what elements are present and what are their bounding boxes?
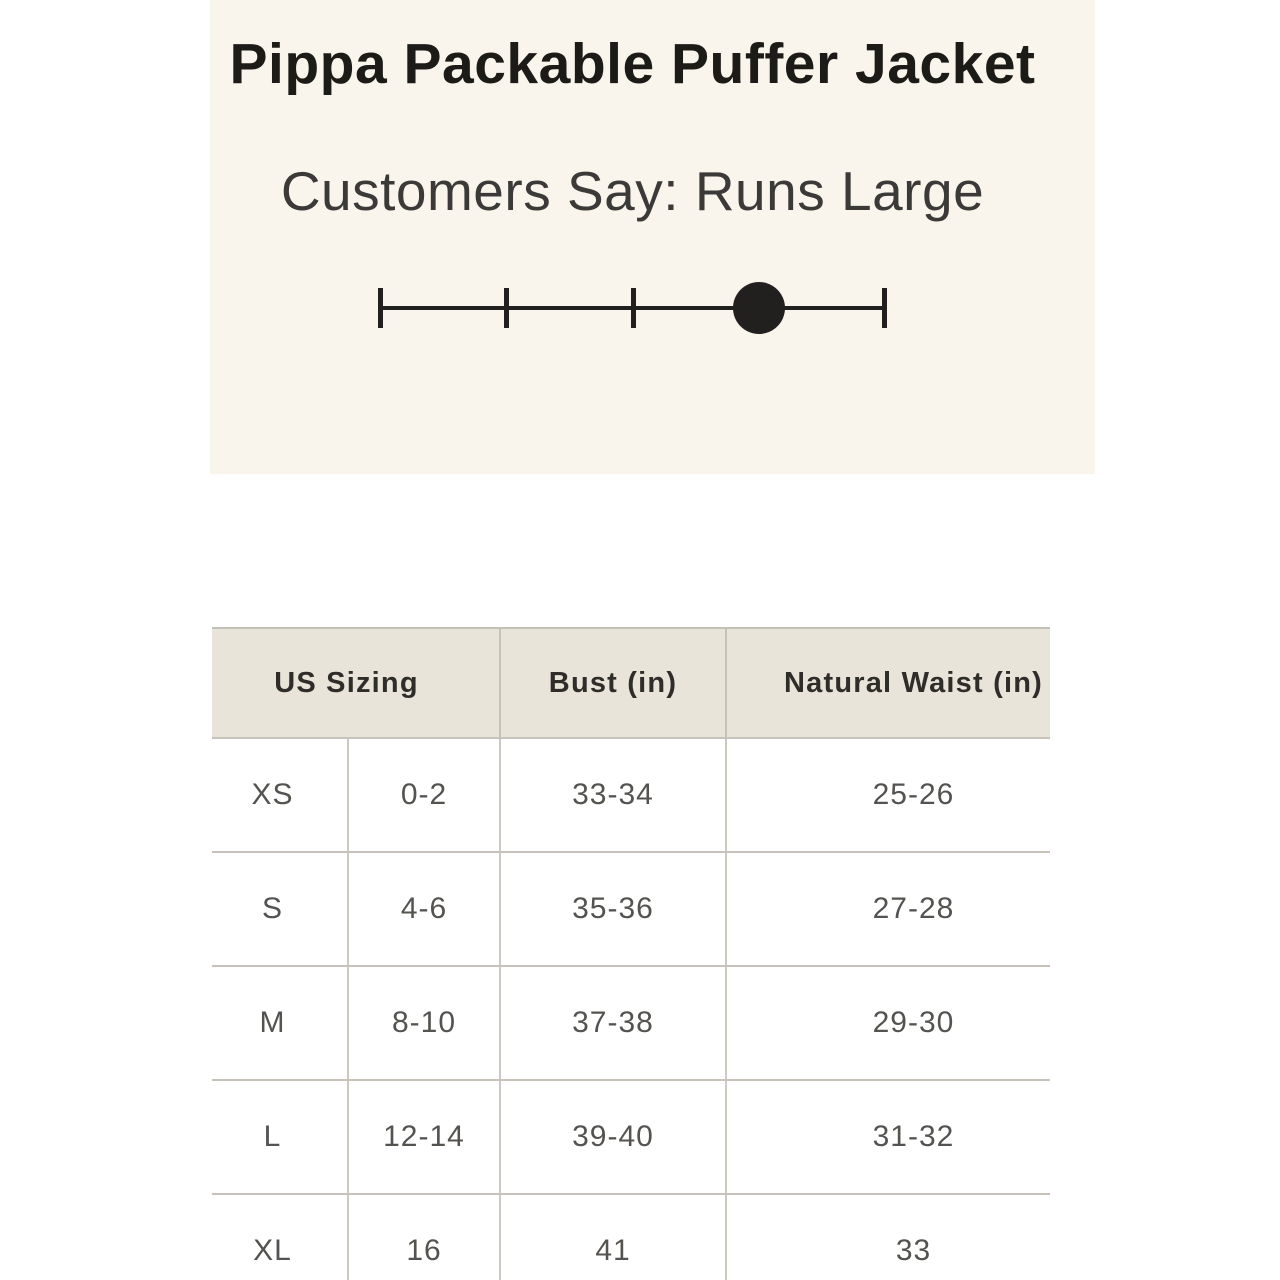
us-size-value: 8-10 xyxy=(347,967,499,1079)
table-row-s xyxy=(212,851,1050,965)
fit-scale xyxy=(380,282,885,334)
bust-value: 33-34 xyxy=(499,739,725,851)
us-size-value: 0-2 xyxy=(347,739,499,851)
waist-value: 27-28 xyxy=(725,853,1050,965)
size-label: M xyxy=(259,1006,286,1039)
column-header-us-sizing: US Sizing xyxy=(274,666,419,699)
product-title: Pippa Packable Puffer Jacket xyxy=(229,32,1036,96)
waist-value: 31-32 xyxy=(725,1081,1050,1193)
fit-verdict-heading: Customers Say: Runs Large xyxy=(280,159,985,222)
column-header-bust: Bust (in) xyxy=(499,629,725,737)
us-size-value: 12-14 xyxy=(347,1081,499,1193)
fit-scale-tick-2 xyxy=(504,288,509,328)
table-row-xl xyxy=(212,1193,1050,1280)
size-chart-header-row xyxy=(212,627,1050,737)
fit-scale-tick-1 xyxy=(378,288,383,328)
fit-scale-tick-5 xyxy=(882,288,887,328)
bust-value: 35-36 xyxy=(499,853,725,965)
size-label: L xyxy=(263,1120,282,1153)
waist-value: 25-26 xyxy=(725,739,1050,851)
fit-summary-content xyxy=(210,0,1095,474)
bust-value: 41 xyxy=(499,1195,725,1280)
fit-scale-marker-dot xyxy=(733,282,785,334)
table-row-xs xyxy=(212,737,1050,851)
size-label: XS xyxy=(251,778,294,811)
table-row-m xyxy=(212,965,1050,1079)
waist-value: 29-30 xyxy=(725,967,1050,1079)
size-label: XL xyxy=(253,1234,292,1267)
table-row-l xyxy=(212,1079,1050,1193)
fit-scale-tick-3 xyxy=(631,288,636,328)
us-size-value: 4-6 xyxy=(347,853,499,965)
bust-value: 37-38 xyxy=(499,967,725,1079)
waist-value: 33 xyxy=(725,1195,1050,1280)
bust-value: 39-40 xyxy=(499,1081,725,1193)
size-label: S xyxy=(261,892,283,925)
size-chart-table xyxy=(212,627,1050,1280)
column-header-natural-waist: Natural Waist (in) xyxy=(725,629,1050,737)
fit-summary-card xyxy=(210,0,1095,474)
us-size-value: 16 xyxy=(347,1195,499,1280)
